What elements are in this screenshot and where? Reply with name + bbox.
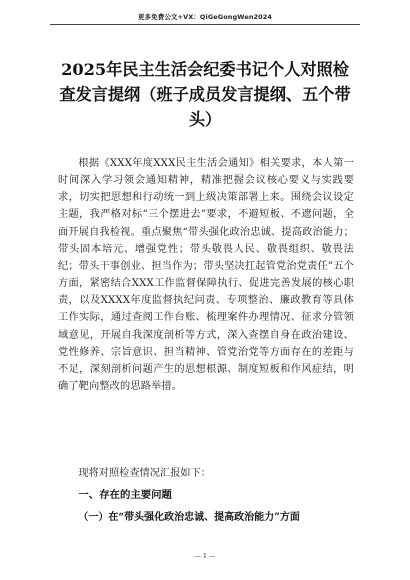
header-promo-text: 更多免费公文+VX：QiGeGongWen2024	[137, 13, 273, 21]
subsection-heading: （一）在“带头强化政治忠诚、提高政治能力”方面	[78, 512, 300, 523]
report-intro: 现将对照检查情况汇报如下：	[78, 468, 211, 479]
page-number: — 1 —	[194, 552, 216, 560]
section-heading: 一、存在的主要问题	[78, 489, 172, 501]
document-title: 2025年民主生活会纪委书记个人对照检查发言提纲（班子成员发言提纲、五个带头）	[59, 60, 351, 129]
header-divider	[50, 24, 360, 25]
intro-paragraph: 根据《XXX年度XXX民主生活会通知》相关要求，本人第一时间深入学习领会通知精神，精准把握会议核心要义与实践要求，切实把思想和行动统一到上级决策部署上来。围绕会议设定主题，我严格对标“三个摆进去”要求，不避短板、不遮问题，全面开展自我检视。重点聚焦“带头强化政治忠诚、提高政治能力；带头固本培元、增强党性；带头敬畏人民、敬畏组织、敬畏法纪；带头干事创业、担当作为；带头坚决扛起管党治党责任”五个方面，紧密结合XXX工作监督保障执行、促进完善发展的核心职责，以及XXXX年度监督执纪问责、专项整治、廉政教育等具体工作实际，通过查阅工作台账、梳理案件办理情况、征求分管领域意见，开展自我深度剖析等方式，深入查摆自身在政治建设、党性修养、宗旨意识、担当精神、管党治党等方面存在的差距与不足，深刻剖析问题产生的思想根源、制度短板和作风症结，明确了靶向整改的思路举措。	[58, 158, 354, 393]
